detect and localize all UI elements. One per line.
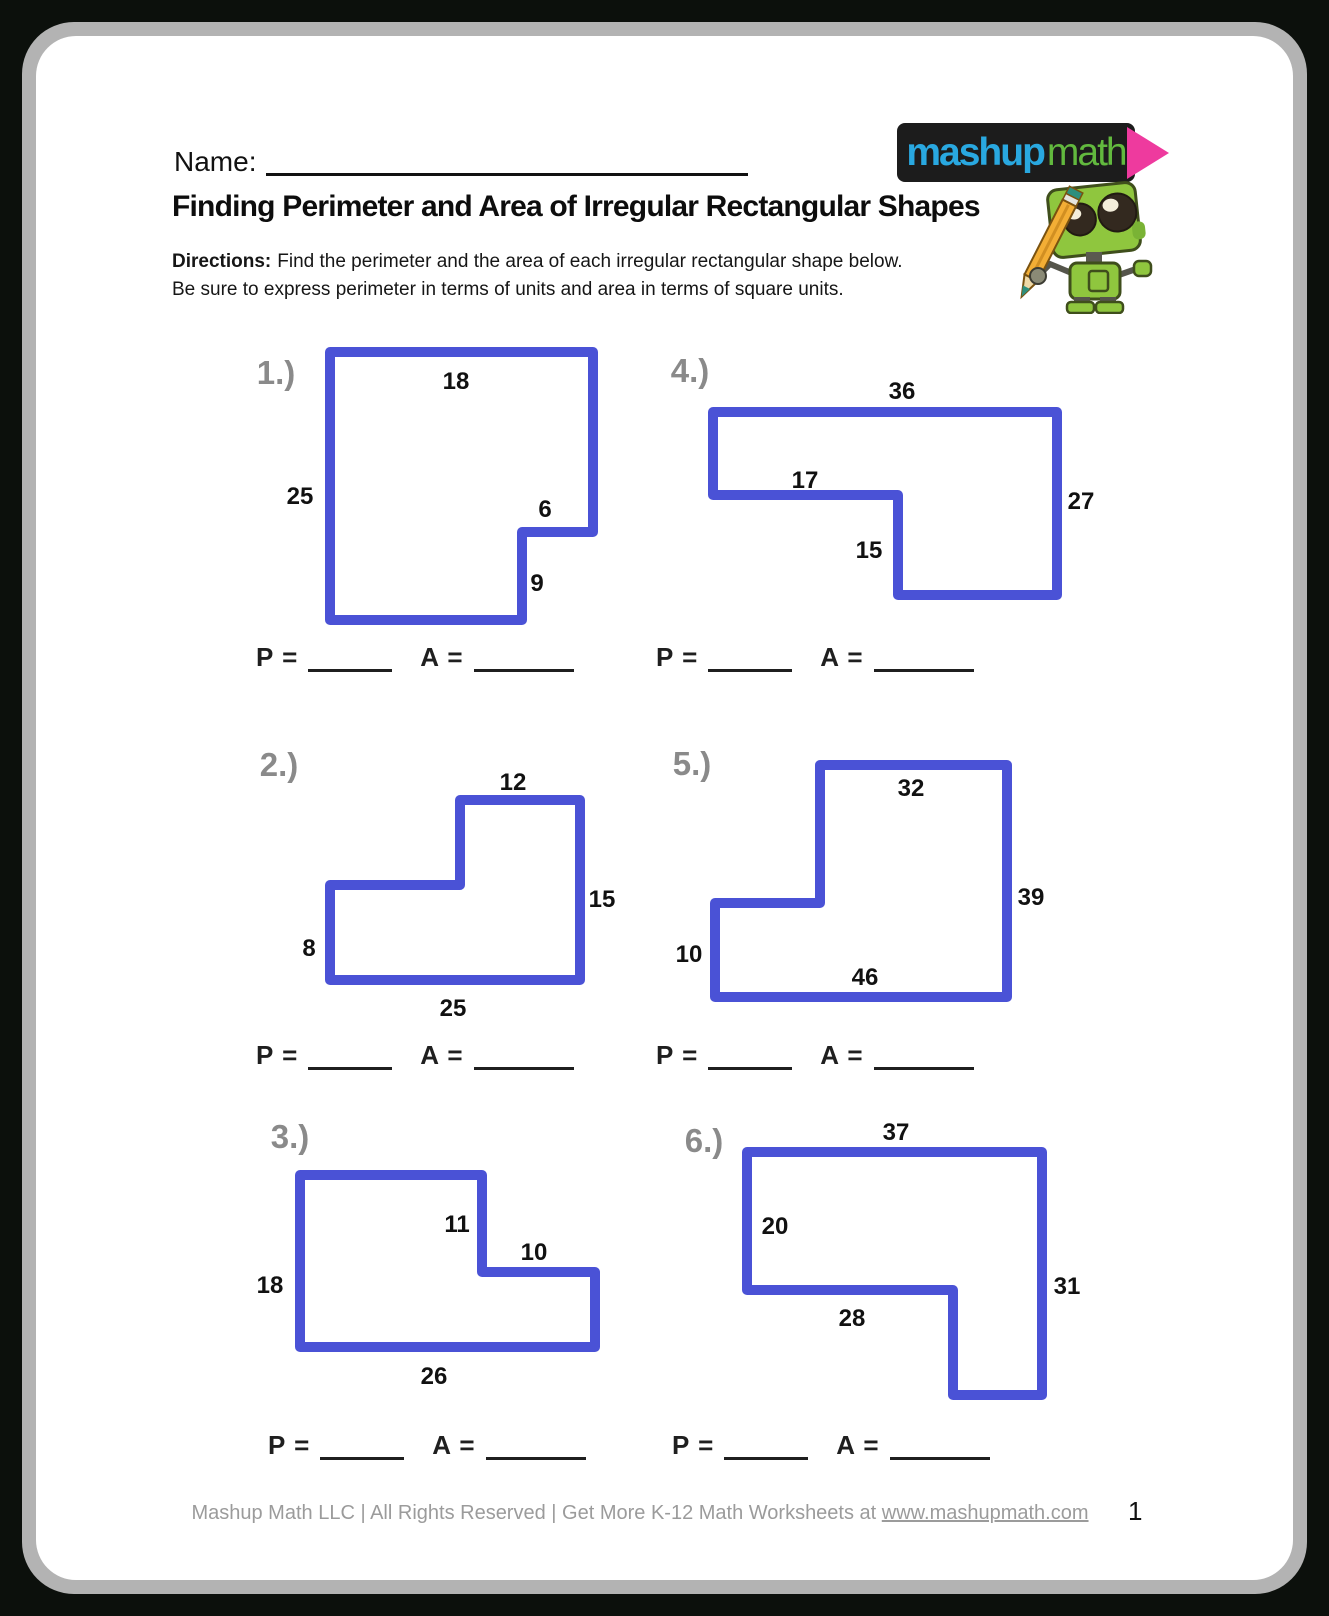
problem-1-area-blank xyxy=(474,647,574,672)
problem-3-perimeter-blank xyxy=(320,1435,404,1460)
problem-5-dimension-46: 46 xyxy=(851,964,879,991)
problem-2-answer-line xyxy=(256,1040,574,1071)
problem-4-number: 4.) xyxy=(670,352,710,389)
problem-2-perimeter-label: P = xyxy=(256,1040,299,1070)
problem-3-shape xyxy=(300,1175,595,1347)
name-label: Name: xyxy=(174,146,257,177)
problem-1-perimeter-blank xyxy=(308,647,392,672)
problem-5-answer-line xyxy=(656,1040,974,1071)
problem-2-shape xyxy=(330,800,580,980)
page-number: 1 xyxy=(1128,1496,1143,1526)
problem-4-dimension-17: 17 xyxy=(791,467,819,494)
logo-word-math: math xyxy=(1046,130,1126,174)
directions-line2: Be sure to express perimeter in terms of units and area in terms of square units. xyxy=(172,279,844,300)
problem-3-answer-line xyxy=(268,1430,586,1461)
problem-2-dimension-25: 25 xyxy=(439,995,467,1022)
problem-1-answer-line xyxy=(256,642,574,673)
problem-3-dimension-18: 18 xyxy=(256,1272,284,1299)
footer-text: Mashup Math LLC | All Rights Reserved | Get More K-12 Math Worksheets at xyxy=(191,1502,882,1524)
problem-5-dimension-39: 39 xyxy=(1017,884,1045,911)
footer xyxy=(0,1502,1280,1525)
problem-3-dimension-11: 11 xyxy=(444,1211,470,1238)
problem-4-perimeter-blank xyxy=(708,647,792,672)
problem-1-dimension-9: 9 xyxy=(530,570,544,597)
problem-4-dimension-27: 27 xyxy=(1067,488,1095,515)
problem-3-dimension-10: 10 xyxy=(520,1239,548,1266)
problem-6-perimeter-blank xyxy=(724,1435,808,1460)
problem-1-area-label: A = xyxy=(420,642,464,672)
problem-6-area-blank xyxy=(890,1435,990,1460)
problem-5-perimeter-label: P = xyxy=(656,1040,699,1070)
problem-1-dimension-25: 25 xyxy=(286,483,314,510)
problem-5-dimension-10: 10 xyxy=(675,941,703,968)
problem-1-dimension-6: 6 xyxy=(538,496,552,523)
problem-4-perimeter-label: P = xyxy=(656,642,699,672)
problem-6-dimension-31: 31 xyxy=(1053,1273,1081,1300)
problem-1-number: 1.) xyxy=(256,354,296,391)
problem-4-area-label: A = xyxy=(820,642,864,672)
problem-3-area-label: A = xyxy=(432,1430,476,1460)
footer-link[interactable]: www.mashupmath.com xyxy=(881,1502,1089,1524)
problem-3-number: 3.) xyxy=(270,1118,310,1155)
problem-4-shape xyxy=(713,412,1057,595)
problem-5-perimeter-blank xyxy=(708,1045,792,1070)
directions-label: Directions: xyxy=(172,251,272,272)
problem-2-number: 2.) xyxy=(259,746,299,783)
problem-3-dimension-26: 26 xyxy=(420,1363,448,1390)
problem-4-dimension-15: 15 xyxy=(855,537,883,564)
problem-6-dimension-28: 28 xyxy=(838,1305,866,1332)
problem-2-dimension-12: 12 xyxy=(499,769,527,796)
problem-4-area-blank xyxy=(874,647,974,672)
problem-6-number: 6.) xyxy=(684,1122,724,1159)
problem-2-dimension-15: 15 xyxy=(588,886,616,913)
problem-6-dimension-20: 20 xyxy=(761,1213,789,1240)
problem-6-answer-line xyxy=(672,1430,990,1461)
problem-2-area-blank xyxy=(474,1045,574,1070)
problem-5-shape xyxy=(715,765,1007,997)
problem-6-shape xyxy=(747,1152,1042,1395)
problem-2-area-label: A = xyxy=(420,1040,464,1070)
problem-5-area-label: A = xyxy=(820,1040,864,1070)
problem-1-perimeter-label: P = xyxy=(256,642,299,672)
page-title: Finding Perimeter and Area of Irregular Rectangular Shapes xyxy=(172,190,980,223)
problem-6-dimension-37: 37 xyxy=(882,1119,910,1146)
problem-5-dimension-32: 32 xyxy=(897,775,925,802)
problem-6-area-label: A = xyxy=(836,1430,880,1460)
problem-2-perimeter-blank xyxy=(308,1045,392,1070)
problem-3-area-blank xyxy=(486,1435,586,1460)
problem-1-dimension-18: 18 xyxy=(442,368,470,395)
problem-5-area-blank xyxy=(874,1045,974,1070)
problem-5-number: 5.) xyxy=(672,745,712,782)
directions-line1: Find the perimeter and the area of each irregular rectangular shape below. xyxy=(277,251,903,272)
problem-4-dimension-36: 36 xyxy=(888,378,916,405)
problem-3-perimeter-label: P = xyxy=(268,1430,311,1460)
problem-6-perimeter-label: P = xyxy=(672,1430,715,1460)
problem-2-dimension-8: 8 xyxy=(302,935,316,962)
logo-word-mashup: mashup xyxy=(906,130,1044,174)
problem-4-answer-line xyxy=(656,642,974,673)
